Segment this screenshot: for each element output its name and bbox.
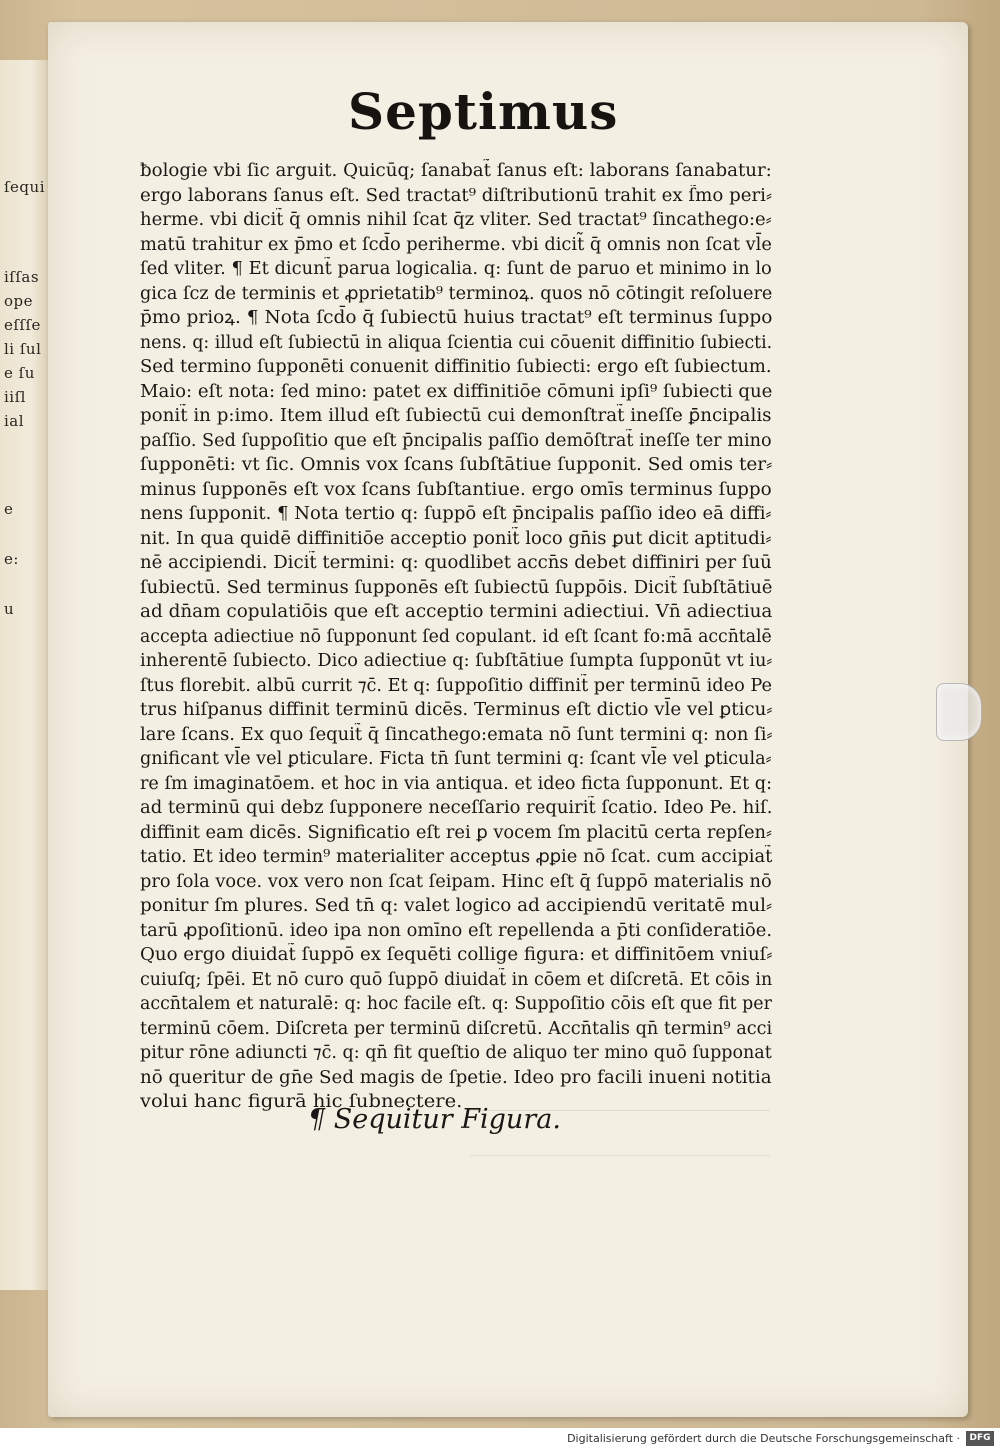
- text-line: accn̄talem et naturalē: q: hoc facile eſt. q: Suppoſitio cōis eſt que fit per: [140, 994, 772, 1014]
- prev-leaf-fragment: li ſul: [4, 340, 42, 358]
- text-line: diffinit eam dicēs. Significatio eſt rei ꝑ vocem ſm placitū certa repſen⸗: [140, 822, 772, 843]
- text-line: trus hiſpanus diffinit terminū dicēs. Terminus eſt dictio vl̄e vel ꝑticu⸗: [140, 700, 773, 720]
- text-line: tatio. Et ideo termin⁹ materialiter acceptus ꝓꝑie nō ſcat. cum accipiat̃: [140, 847, 773, 867]
- page-header: Septimus: [348, 82, 619, 141]
- text-line: re ſm imaginatōem. et hoc in via antiqua. et ideo ficta ſupponunt. Et q:: [140, 773, 772, 794]
- text-line: nit. In qua quidē diffinitiōe acceptio ponit̃ loco gn̄is ꝑut dicit aptitudi⸗: [140, 528, 772, 549]
- prev-leaf-fragment: eſſſe: [4, 316, 41, 334]
- text-line: ponit̃ in p:imo. Item illud eſt ſubiectū cui demonſtrat̃ ineſſe ꝑ̄ncipalis: [140, 406, 772, 426]
- previous-leaf: [0, 60, 53, 1290]
- text-line: herme. vbi dicit̃ q̄ omnis nihil ſcat q̄z vliter. Sed tractat⁹ ſincathego:e⸗: [140, 210, 772, 230]
- text-line: nens ſupponit. ¶ Nota tertio q: ſuppō eſt p̄ncipalis paſſio ideo eā diffi⸗: [140, 504, 772, 524]
- text-line: pro ſola voce. vox vero non ſcat ſeipam. Hinc eſt q̄ ſuppō materialis nō: [140, 871, 772, 892]
- text-line: cuiuſq; ſpēi. Et nō curo quō ſuppō diuidat̃ in cōem et diſcretā. Et cōis in: [140, 969, 773, 990]
- prev-leaf-fragment: ſequi: [4, 178, 45, 196]
- text-line: paſſio. Sed ſuppoſitio que eſt p̄ncipalis paſſio demōſtrat̃ ineſſe ter mino: [140, 430, 772, 451]
- prev-leaf-fragment: iſſas: [4, 268, 40, 286]
- body-text: [140, 159, 772, 1115]
- text-line: accepta adiectiue nō ſupponunt ſed copulant. id eſt ſcant fo:mā accn̄talē: [140, 626, 772, 647]
- sequitur-figura-caption: ¶ Sequitur Figura.: [308, 1104, 561, 1135]
- text-line: ſubiectū. Sed terminus ſupponēs eſt ſubiectū ſuppōis. Dicit̃ ſubſtātiuē: [140, 577, 773, 598]
- text-line: ſed vliter. ¶ Et dicunt̃ parua logicalia. q: ſunt de paruo et minimo in lo: [140, 259, 772, 279]
- text-line: Maio: eſt nota: ſed mino: patet ex diffinitiōe cōmuni ipſi⁹ ſubiecti que: [140, 381, 773, 402]
- prev-leaf-fragment: ope: [4, 292, 34, 310]
- prev-leaf-fragment: ial: [4, 412, 25, 430]
- text-line: gnificant vl̄e vel ꝑticulare. Ficta tn̄ ſunt termini q: ſcant vl̄e vel ꝑticula⸗: [140, 749, 772, 769]
- prev-leaf-fragment: e: [4, 500, 14, 518]
- text-line: matū trahitur ex p̄mo et ſcd̄o periherme. vbi dicit̃ q̄ omnis non ſcat vl̄e: [140, 234, 772, 255]
- prev-leaf-fragment: e:: [4, 550, 19, 568]
- text-line: ſupponēti: vt ſic. Omnis vox ſcans ſubſtātiue ſupponit. Sed omis ter⸗: [140, 455, 773, 475]
- text-line: pitur rōne adiuncti ⁊c̄. q: qn̄ fit queſtio de aliquo ter mino quō ſupponat: [140, 1043, 772, 1063]
- text-line: ſtus florebit. albū currit ⁊c̄. Et q: ſuppoſitio diffinit̃ per terminū ideo Pe: [140, 675, 772, 696]
- page-clip: [936, 683, 982, 741]
- text-line: ponitur ſm plures. Sed tn̄ q: valet logico ad accipiendū veritatē mul⸗: [140, 896, 773, 916]
- text-line: nē accipiendi. Dicit̃ termini: q: quodlibet accn̄s debet diffiniri per ſuū: [140, 553, 772, 573]
- text-line: nō queritur de gn̄e Sed magis de ſpetie. Ideo pro facili inueni notitia: [140, 1067, 772, 1088]
- text-line: Quo ergo diuidat̃ ſuppō ex ſequēti collige figura: et diffinitōem vniuſ⸗: [140, 945, 773, 965]
- text-line: p̄mo prioꝝ. ¶ Nota ſcd̄o q̄ ſubiectū huius tractat⁹ eſt terminus ſuppo: [140, 308, 773, 328]
- text-line: ad terminū qui debz ſupponere neceſſario requirit̃ ſcatio. Ideo Pe. hiſ.: [140, 798, 773, 818]
- text-line: nens. q: illud eſt ſubiectū in aliqua ſcientia cui cōuenit diffinitio ſubiecti.: [140, 332, 773, 353]
- text-line: gica ſcz de terminis et ꝓprietatib⁹ terminoꝝ. quos nō cōtingit reſoluere: [140, 283, 773, 304]
- text-line: lare ſcans. Ex quo ſequit̃ q̄ ſincathego:emata nō ſunt termini q: non ſi⸗: [140, 724, 773, 745]
- text-line: Sed termino ſupponēti conuenit diffinitio ſubiecti: ergo eſt ſubiectum.: [140, 357, 772, 377]
- prev-leaf-fragment: iiſl: [4, 388, 26, 406]
- dfg-logo-icon: DFG: [966, 1431, 994, 1446]
- text-line: tarū ꝓpoſitionū. ideo ipa non omīno eſt repellenda a p̄ti conſideratiōe.: [140, 920, 773, 941]
- text-line: ad dn̄am copulatiōis que eſt acceptio termini adiectiui. Vn̄ adiectiua: [140, 602, 773, 622]
- prev-leaf-fragment: e ſu: [4, 364, 35, 382]
- text-line: volui hanc figurā hic ſubnectere.: [140, 1092, 463, 1112]
- text-line: terminū cōem. Diſcreta per terminū diſcretū. Accn̄talis qn̄ termin⁹ acci: [140, 1018, 773, 1039]
- text-line: inherentē ſubiecto. Dico adiectiue q: ſubſtātiue ſumpta ſupponūt vt iu⸗: [140, 651, 773, 671]
- text-line: ƀologie vbi ſic arguit. Quicūq; ſanabat̃ ſanus eſt: laborans ſanabatur:: [140, 161, 772, 181]
- footer-bar: [0, 1428, 1000, 1450]
- prev-leaf-fragment: u: [4, 600, 15, 618]
- footer-credit: Digitalisierung gefördert durch die Deutsche Forschungsgemeinschaft ·: [567, 1432, 960, 1445]
- text-line: minus ſupponēs eſt vox ſcans ſubſtantiue. ergo omīs terminus ſuppo: [140, 479, 772, 500]
- text-line: ergo laborans ſanus eſt. Sed tractat⁹ diſtributionū trahit ex ſ̃mo peri⸗: [140, 185, 773, 206]
